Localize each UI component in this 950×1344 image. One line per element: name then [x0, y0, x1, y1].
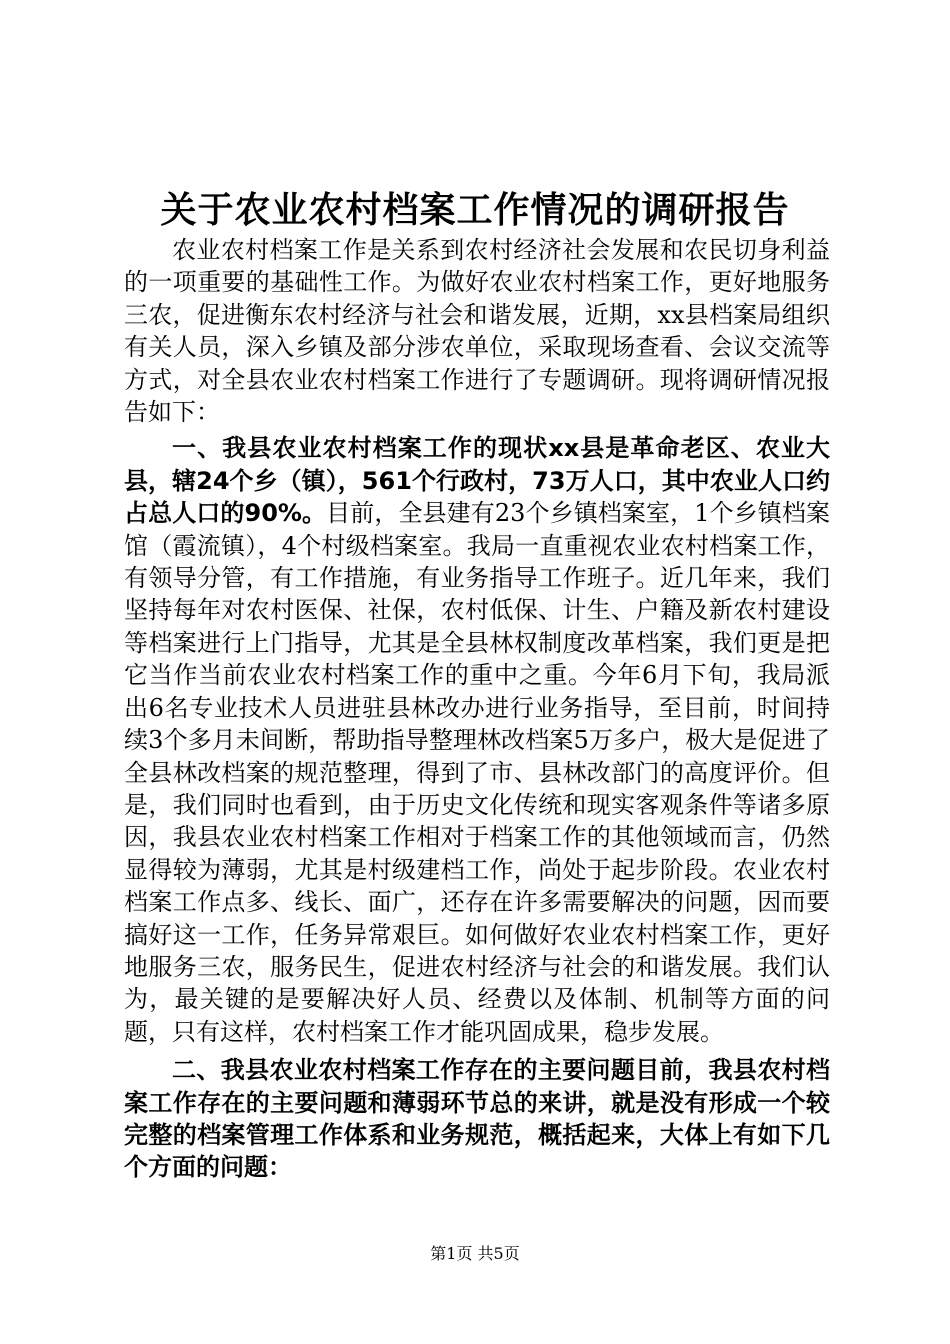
intro-paragraph: 农业农村档案工作是关系到农村经济社会发展和农民切身利益的一项重要的基础性工作。为做好农业农村档案工作，更好地服务三农，促进衡东农村经济与社会和谐发展，近期，xx县档案局组织有关人员，深入乡镇及部分涉农单位，采取现场查看、会议交流等方式，对全县农业农村档案工作进行了专题调研。现将调研情况报告如下： [124, 236, 830, 427]
section-1-paragraph [124, 432, 830, 1048]
section-1-body: 目前，全县建有23个乡镇档案室，1个乡镇档案馆（霞流镇），4个村级档案室。我局一直重视农业农村档案工作，有领导分管，有工作措施，有业务指导工作班子。近几年来，我们坚持每年对农村医保、社保，农村低保、计生、户籍及新农村建设等档案进行上门指导，尤其是全县林权制度改革档案，我们更是把它当作当前农业农村档案工作的重中之重。今年6月下旬，我局派出6名专业技术人员进驻县林改办进行业务指导，至目前，时间持续3个多月未间断，帮助指导整理林改档案5万多户，极大是促进了全县林改档案的规范整理，得到了市、县林改部门的高度评价。但是，我们同时也看到，由于历史文化传统和现实客观条件等诸多原因，我县农业农村档案工作相对于档案工作的其他领域而言，仍然显得较为薄弱，尤其是村级建档工作，尚处于起步阶段。农业农村档案工作点多、线长、面广，还存在许多需要解决的问题，因而要搞好这一工作，任务异常艰巨。如何做好农业农村档案工作，更好地服务三农，服务民生，促进农村经济与社会的和谐发展。我们认为，最关键的是要解决好人员、经费以及体制、机制等方面的问题，只有这样，农村档案工作才能巩固成果，稳步发展。 [124, 499, 830, 1046]
section-1-heading: 一、我县农业农村档案工作的现状xx县是革命老区、农业大县，辖24个乡（镇），561个行政村，73万人口，其中农业人口约占总人口的90%。 [124, 434, 830, 528]
document-title: 关于农业农村档案工作情况的调研报告 [160, 189, 790, 231]
page-number-footer: 第1页 共5页 [430, 1244, 520, 1263]
section-2-paragraph [124, 1054, 830, 1184]
document-body [124, 234, 830, 1184]
section-2-heading: 二、我县农业农村档案工作存在的主要问题目前，我县农村档案工作存在的主要问题和薄弱环节总的来讲，就是没有形成一个较完整的档案管理工作体系和业务规范，概括起来，大体上有如下几个方面的问题： [124, 1056, 830, 1182]
